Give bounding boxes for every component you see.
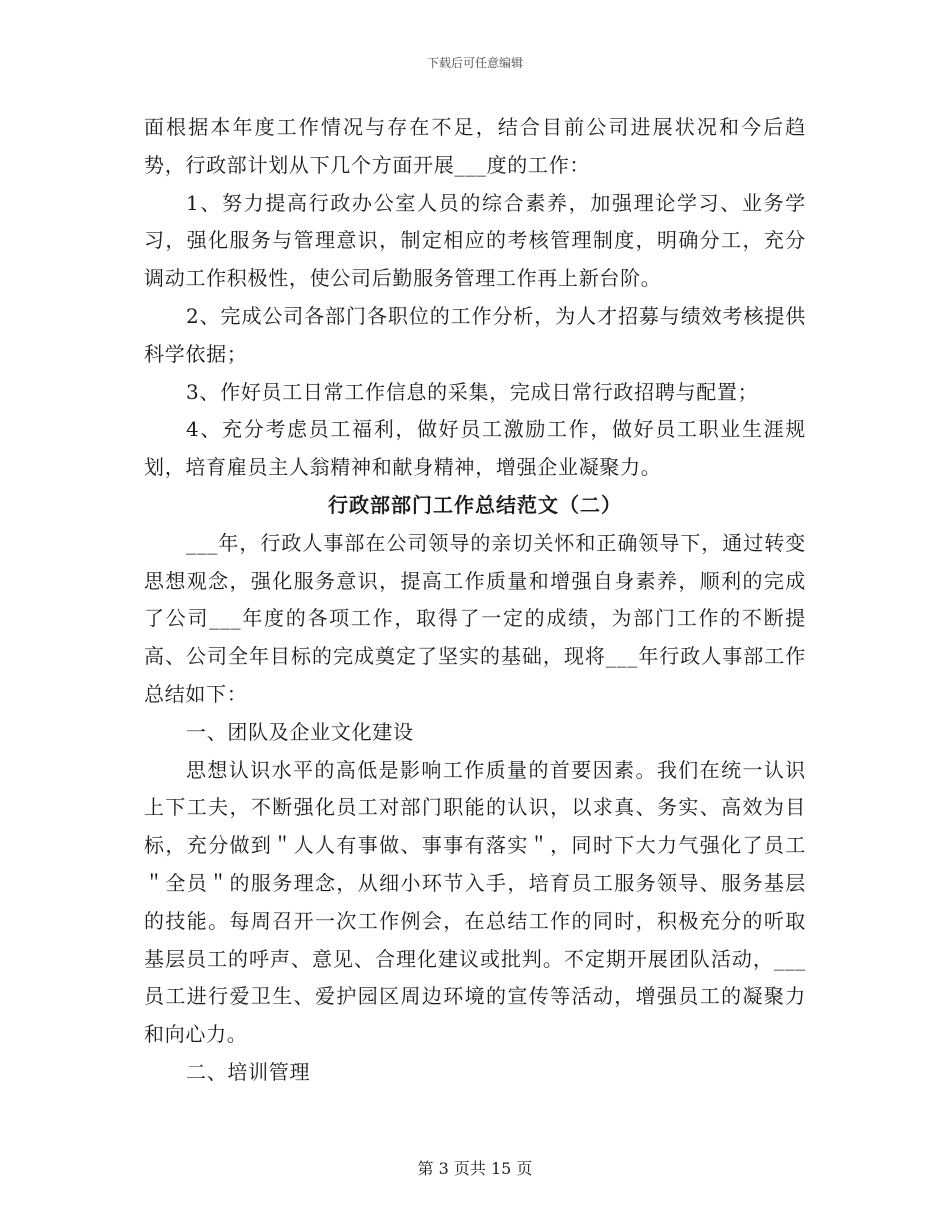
paragraph: 面根据本年度工作情况与存在不足，结合目前公司进展状况和今后趋势，行政部计划从下几个方面开展___度的工作：: [144, 115, 806, 177]
section-heading: 一、团队及企业文化建设: [186, 719, 414, 744]
paragraph: 3、作好员工日常工作信息的采集，完成日常行政招聘与配置；: [186, 379, 759, 404]
paragraph: ___年，行政人事部在公司领导的亲切关怀和正确领导下，通过转变思想观念，强化服务意识，提高工作质量和增强自身素养，顺利的完成了公司___年度的各项工作，取得了一定的成绩，为部门工作的不断提高、公司全年目标的完成奠定了坚实的基础，现将___年行政人事部工作总结如下：: [144, 530, 806, 706]
paragraph: 4、充分考虑员工福利，做好员工激励工作，做好员工职业生涯规划，培育雇员主人翁精神和献身精神，增强企业凝聚力。: [144, 417, 806, 480]
document-body: [144, 109, 806, 1092]
paragraph: 2、完成公司各部门各职位的工作分析，为人才招募与绩效考核提供科学依据；: [144, 303, 806, 366]
paragraph: 1、努力提高行政办公室人员的综合素养，加强理论学习、业务学习，强化服务与管理意识，制定相应的考核管理制度，明确分工，充分调动工作积极性，使公司后勤服务管理工作再上新台阶。: [144, 190, 806, 291]
section-title: 行政部部门工作总结范文（二）: [328, 492, 622, 517]
paragraph: 思想认识水平的高低是影响工作质量的首要因素。我们在统一认识上下工夫，不断强化员工对部门职能的认识，以求真、务实、高效为目标，充分做到＂人人有事做、事事有落实＂，同时下大力气强化了员工＂全员＂的服务理念，从细小环节入手，培育员工服务领导、服务基层的技能。每周召开一次工作例会，在总结工作的同时，积极充分的听取基层员工的呼声、意见、合理化建议或批判。不定期开展团队活动，___员工进行爱卫生、爱护园区周边环境的宣传等活动，增强员工的凝聚力和向心力。: [144, 757, 806, 1047]
page-footer: 第 3 页共 15 页: [417, 1159, 533, 1178]
section-heading: 二、培训管理: [186, 1059, 311, 1084]
page-header: 下载后可任意编辑: [426, 56, 523, 70]
